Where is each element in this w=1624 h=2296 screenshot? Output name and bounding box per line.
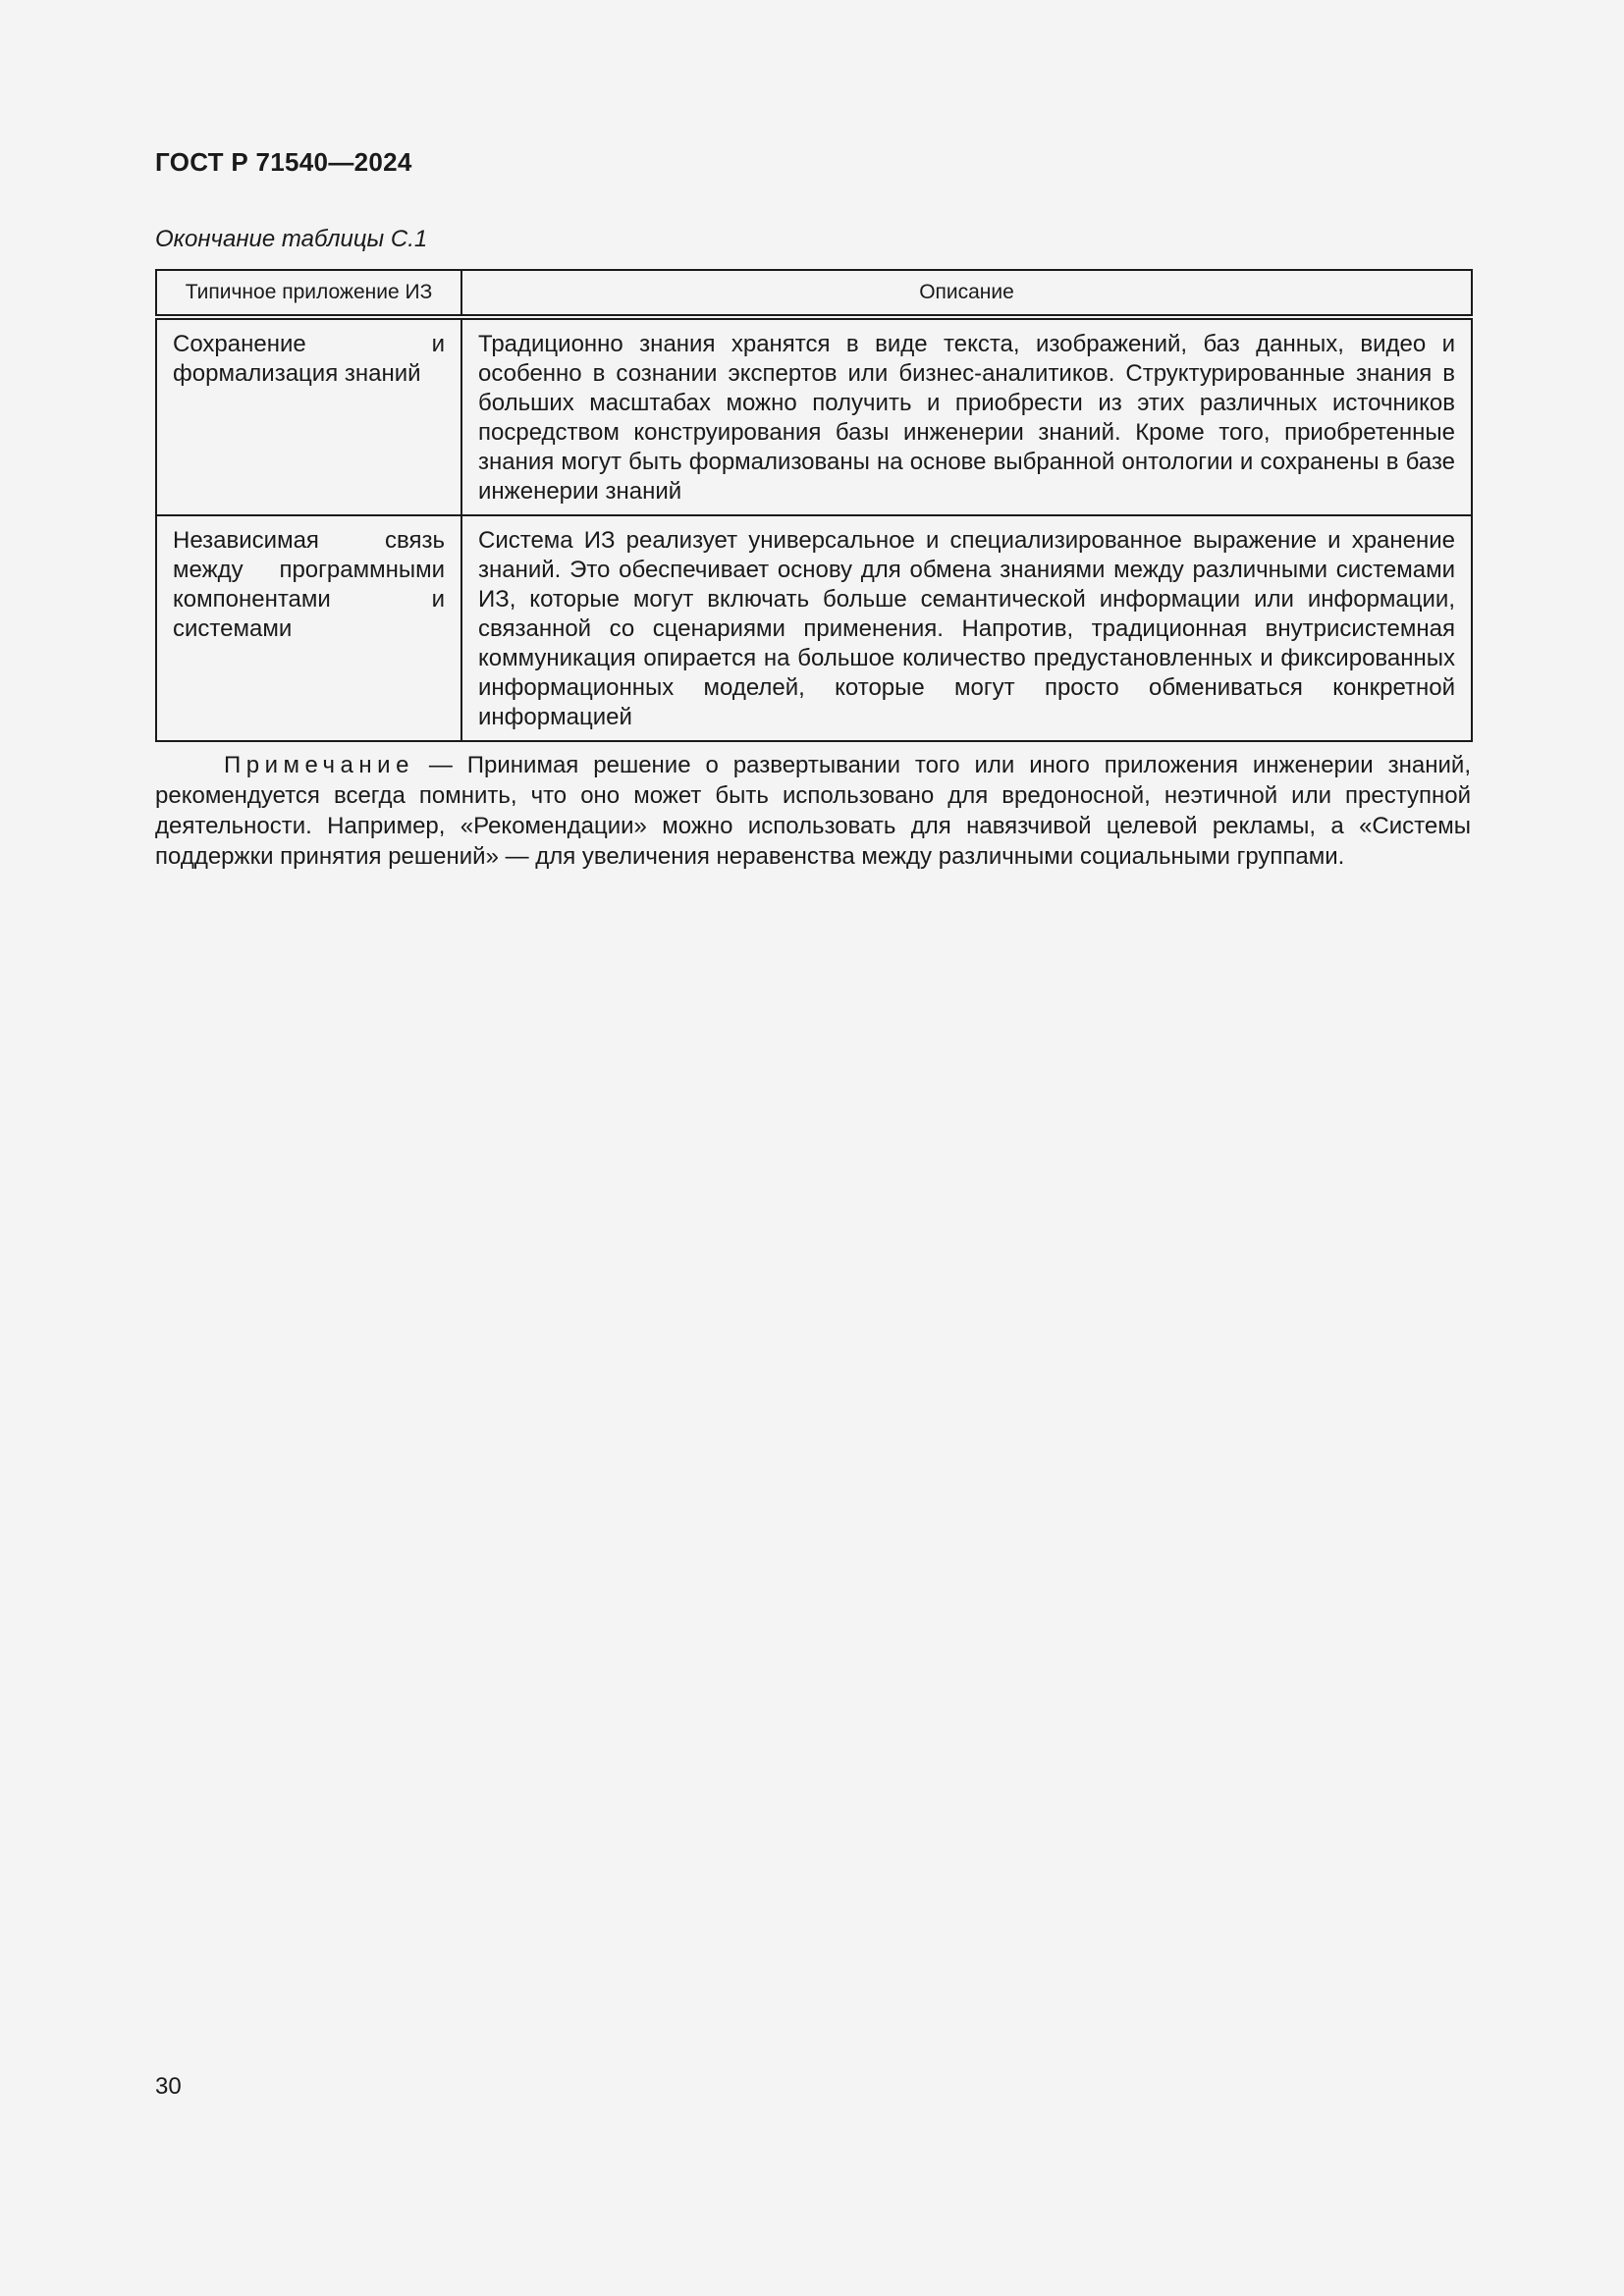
table-header-row [156,270,1472,317]
cell-application: Сохранение и формализация знаний [156,317,461,515]
column-header-application: Типичное приложение ИЗ [156,270,461,317]
cell-description: Традиционно знания хранятся в виде текста, изображений, баз данных, видео и особенно в сознании экспертов или бизнес-аналитиков. Структурированные знания в больших масштабах можно получить и приобрести из этих различных источников посредством конструирования базы инженерии знаний. Кроме того, приобретенные знания могут быть формализованы на основе выбранной онтологии и сохранены в базе инженерии знаний [461,317,1472,515]
note-label: Примечание [224,752,414,778]
document-id-header: ГОСТ Р 71540—2024 [155,147,412,177]
table-row [156,317,1472,515]
table-note [155,750,1471,872]
applications-table [155,269,1473,742]
cell-description: Система ИЗ реализует универсальное и специализированное выражение и хранение знаний. Это обеспечивает основу для обмена знаниями между различными системами ИЗ, которые могут включать больше семантической информации или информации, связанной со сценариями применения. Напротив, традиционная внутрисистемная коммуникация опирается на большое количество предустановленных и фиксированных информационных моделей, которые могут просто обмениваться конкретной информацией [461,515,1472,741]
column-header-description: Описание [461,270,1472,317]
table-container [155,269,1471,742]
note-text: — Принимая решение о развертывании того или иного приложения инженерии знаний, рекомендуется всегда помнить, что оно может быть использовано для вредоносной, неэтичной или преступной деятельности. Например, «Рекомендации» можно использовать для навязчивой целевой рекламы, а «Системы поддержки принятия решений» — для увеличения неравенства между различными социальными группами. [155,752,1471,870]
page-number: 30 [155,2073,182,2100]
table-caption: Окончание таблицы С.1 [155,226,428,252]
cell-application: Независимая связь между программными компонентами и системами [156,515,461,741]
table-row [156,515,1472,741]
